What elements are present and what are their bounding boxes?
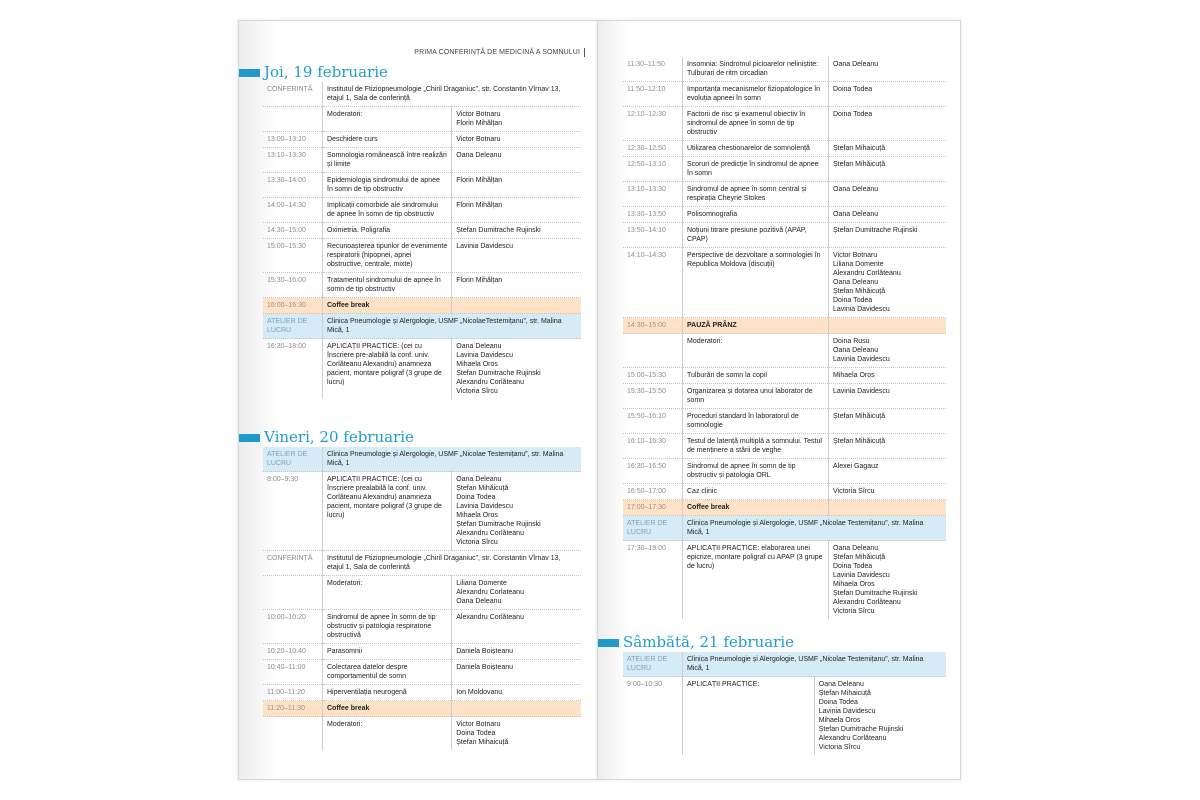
- speaker-name: Victoria Sîrcu: [456, 388, 498, 395]
- session-title: Implicații comorbide ale sindromului de apnee în somn de tip obstructiv: [323, 198, 452, 223]
- speaker-name: Ștefan Mihăicuță: [833, 288, 886, 295]
- speakers-cell: [452, 273, 581, 298]
- speaker-name: Oana Deleanu: [833, 61, 879, 68]
- session-time: 12:30–12:50: [623, 141, 683, 157]
- day-section: [239, 62, 597, 399]
- row-label: ATELIER DE LUCRU: [263, 314, 323, 339]
- speakers-cell: [452, 610, 581, 644]
- session-row: [263, 644, 581, 660]
- session-title: Somnologia românească între realizări și limite: [323, 148, 452, 173]
- session-row: [263, 717, 581, 751]
- session-title: Sindromul de apnee în somn de tip obstructiv și patologia ORL: [683, 459, 829, 484]
- speaker-name: Mihaela Oros: [833, 581, 875, 588]
- speakers-cell: [452, 576, 581, 610]
- program-table: [623, 652, 946, 755]
- speakers-cell: [452, 239, 581, 273]
- day-section: [598, 57, 960, 619]
- session-title: Organizarea și dotarea unui laborator de somn: [683, 384, 829, 409]
- session-row: [623, 141, 946, 157]
- session-title: Moderatori:: [323, 107, 452, 132]
- program-table: [623, 57, 946, 619]
- day-marker-bar: [239, 434, 260, 442]
- location-text: Clinica Pneumologie și Alergologie, USMF „Nicolae Testemițanu”, str. Malina Mică, 1: [683, 516, 947, 541]
- session-title: Coffee break: [323, 298, 452, 314]
- speaker-name: Lavinia Davidescu: [456, 243, 514, 250]
- session-title: Coffee break: [323, 701, 452, 717]
- session-title: Epidemiologia sindromului de apnee în somn de tip obstructiv: [323, 173, 452, 198]
- session-time: 15:50–16:10: [623, 409, 683, 434]
- speaker-name: Alexandru Corlăteanu: [456, 530, 524, 537]
- speaker-name: Oana Deleanu: [456, 343, 502, 350]
- speakers-cell: [452, 472, 581, 551]
- speakers-cell: [829, 334, 947, 368]
- session-row: [263, 223, 581, 239]
- speaker-name: Victor Botnaru: [456, 111, 501, 118]
- location-text: Clinica Pneumologie și Alergologie, USMF „NicolaeTestemițanu”, str. Malina Mică, 1: [323, 314, 582, 339]
- speaker-name: Ștefan Mihăicuță: [833, 413, 886, 420]
- session-time: 16:50–17:00: [623, 484, 683, 500]
- session-time: [263, 576, 323, 610]
- session-row: [263, 685, 581, 701]
- speakers-cell: [452, 339, 581, 400]
- session-row: [623, 434, 946, 459]
- session-title: Insomnia: Sindromul picioarelor neliniștite: Tulburari de ritm circadian: [683, 57, 829, 82]
- speaker-name: Victoria Sîrcu: [456, 539, 498, 546]
- speaker-name: Lavinia Davidescu: [833, 306, 890, 313]
- speaker-name: Lavinia Davidescu: [456, 352, 514, 359]
- session-row: [263, 173, 581, 198]
- speaker-name: Doina Rusu: [833, 338, 870, 345]
- session-time: 10:40–11:00: [263, 660, 323, 685]
- session-title: APLICAȚII PRACTICE: elaborarea unei epicrize, montare poligraf cu APAP (3 grupe de lucru): [683, 541, 829, 620]
- session-row: [623, 459, 946, 484]
- speakers-cell: [829, 207, 947, 223]
- speaker-name: Ștefan Dumitrache Rujinski: [456, 521, 541, 528]
- location-text: Clinica Pneumologie și Alergologie, USMF „Nicolae Testemițanu”, str. Malina Mică, 1: [683, 652, 947, 677]
- session-time: 13:50–14:10: [623, 223, 683, 248]
- session-title: Moderatori:: [323, 717, 452, 751]
- speaker-name: Florin Mihălțan: [456, 120, 503, 127]
- day-section: [239, 427, 597, 750]
- speaker-name: Liliana Domente: [456, 580, 507, 587]
- speaker-name: Mihaela Oros: [456, 361, 498, 368]
- program-table: [263, 447, 581, 750]
- session-title: Tulburări de somn la copil: [683, 368, 829, 384]
- session-row: [623, 677, 946, 756]
- speakers-cell: [452, 717, 581, 751]
- speaker-name: Ștefan Dumitrache Rujinski: [818, 726, 904, 733]
- left-page: [238, 20, 598, 780]
- speakers-cell: [452, 298, 581, 314]
- running-head: PRIMA CONFERINȚĂ DE MEDICINĂ A SOMNULUI: [414, 48, 585, 57]
- session-time: 12:50–13:10: [623, 157, 683, 182]
- session-time: 15:30–16:00: [263, 273, 323, 298]
- speaker-name: Ștefan Mihaicuță: [818, 690, 871, 697]
- speaker-name: Alexandru Corlateanu: [456, 589, 524, 596]
- speakers-cell: [829, 500, 947, 516]
- session-title: Sindromul de apnee în somn de tip obstructiv și patologia respiratorie obstructivă: [323, 610, 452, 644]
- session-time: 11:00–11:20: [263, 685, 323, 701]
- session-time: 11:50–12:10: [623, 82, 683, 107]
- session-row: [623, 541, 946, 620]
- session-row: [623, 409, 946, 434]
- session-row: [263, 132, 581, 148]
- session-row: [623, 248, 946, 318]
- speaker-name: Oana Deleanu: [833, 211, 879, 218]
- speaker-name: Alexandru Corlăteanu: [833, 599, 901, 606]
- speakers-cell: [452, 148, 581, 173]
- session-row: [263, 148, 581, 173]
- session-time: 13:10–13:30: [623, 182, 683, 207]
- speaker-name: Lavinia Davidescu: [833, 388, 890, 395]
- session-title: Importanța mecanismelor fiziopatologice în evoluția apneei în somn: [683, 82, 829, 107]
- speaker-name: Oana Deleanu: [456, 476, 502, 483]
- session-time: 14:30–15:00: [263, 223, 323, 239]
- day-heading: [239, 427, 597, 447]
- speakers-cell: [829, 384, 947, 409]
- speaker-name: Doina Todea: [456, 730, 496, 737]
- speaker-name: Ștefan Dumitrache Rujinski: [456, 227, 541, 234]
- speaker-name: Oana Deleanu: [818, 681, 864, 688]
- session-row: [263, 610, 581, 644]
- session-row: [623, 484, 946, 500]
- speaker-name: Victoria Sîrcu: [833, 488, 875, 495]
- break-row: [623, 318, 946, 334]
- session-row: [263, 239, 581, 273]
- session-row: [623, 157, 946, 182]
- session-time: 16:30–18:00: [267, 343, 306, 350]
- speaker-name: Oana Deleanu: [456, 598, 502, 605]
- speaker-name: Ștefan Dumitrache Rujinski: [833, 590, 918, 597]
- break-row: [263, 298, 581, 314]
- session-title: Noțiuni titrare presiune pozitivă (APAP, CPAP): [683, 223, 829, 248]
- day-marker-bar: [598, 639, 619, 647]
- speaker-name: Alexandru Corlăteanu: [456, 379, 524, 386]
- session-time: 13:30–14:00: [263, 173, 323, 198]
- speaker-name: Mihaela Oros: [456, 512, 498, 519]
- session-title: Colectarea datelor despre comportamentul de somn: [323, 660, 452, 685]
- row-label: CONFERINȚĂ: [263, 551, 323, 576]
- speaker-name: Mihaela Oros: [818, 717, 861, 724]
- speaker-name: Doina Todea: [833, 297, 873, 304]
- speakers-cell: [829, 107, 947, 141]
- speaker-name: Florin Mihălțan: [456, 177, 503, 184]
- session-title: Oximetria. Poligrafia: [323, 223, 452, 239]
- session-row: [263, 107, 581, 132]
- speaker-name: Oana Deleanu: [833, 279, 879, 286]
- row-label: CONFERINȚĂ: [263, 82, 323, 107]
- speakers-cell: [829, 141, 947, 157]
- workshop-location-row: [263, 314, 581, 339]
- speaker-name: Victor Botnaru: [456, 136, 501, 143]
- speakers-cell: [829, 409, 947, 434]
- speaker-name: Liliana Domente: [833, 261, 884, 268]
- speaker-name: Ștefan Mihaicuță: [833, 145, 886, 152]
- session-title: Recunoașterea tipurilor de evenimente respiratorii (hipopnei, apnei obstructive, centrale, mixte): [323, 239, 452, 273]
- speaker-name: Lavinia Davidescu: [818, 708, 876, 715]
- speakers-cell: [829, 82, 947, 107]
- speakers-cell: [829, 57, 947, 82]
- speaker-name: Ștefan Dumitrache Rujinski: [833, 227, 918, 234]
- session-row: [623, 57, 946, 82]
- session-title: Parasomnii: [323, 644, 452, 660]
- speaker-name: Florin Mihălțan: [456, 202, 503, 209]
- session-title: Polisomnografia: [683, 207, 829, 223]
- speaker-name: Ștefan Mihăicuță: [833, 161, 886, 168]
- session-row: [263, 472, 581, 551]
- session-title: APLICAȚII PRACTICE: (cei cu înscriere pre-alabilă la conf. univ. Corlăteanu Alexandru) anamneza pacient, montare poligraf (3 grupe de lucru): [323, 339, 452, 400]
- session-row: [623, 107, 946, 141]
- session-row: [263, 339, 581, 400]
- speaker-name: Lavinia Davidescu: [833, 356, 890, 363]
- speaker-name: Ștefan Mihăicuță: [833, 438, 886, 445]
- speaker-name: Florin Mihălțan: [456, 277, 503, 284]
- workshop-location-row: [263, 447, 581, 472]
- session-row: [623, 384, 946, 409]
- session-time: 15:00–15:30: [263, 239, 323, 273]
- session-time: 16:00–16:30: [263, 298, 323, 314]
- session-time: 13:10–13:30: [263, 148, 323, 173]
- day-title: Joi, 19 februarie: [264, 63, 388, 81]
- speakers-cell: [452, 685, 581, 701]
- session-title: Hiperventilația neurogenă: [323, 685, 452, 701]
- session-time: 11:30–11:50: [623, 57, 683, 82]
- session-time: 15:00–15:30: [623, 368, 683, 384]
- session-title: Proceduri standard în laboratorul de somnologie: [683, 409, 829, 434]
- speaker-name: Mihaela Oros: [833, 372, 875, 379]
- speakers-cell: [452, 132, 581, 148]
- session-row: [263, 660, 581, 685]
- speakers-cell: [829, 318, 947, 334]
- speaker-name: Alexandru Corlăteanu: [833, 270, 901, 277]
- session-time: 13:30–13:50: [623, 207, 683, 223]
- session-row: [623, 223, 946, 248]
- session-time: 14:10–14:30: [623, 248, 683, 318]
- session-row: [623, 207, 946, 223]
- speaker-name: Lavinia Davidescu: [833, 572, 890, 579]
- session-time: 16:10–16:30: [623, 434, 683, 459]
- location-text: Clinica Pneumologie și Alergologie, USMF „Nicolae Testemițanu”, str. Malina Mică, 1: [323, 447, 582, 472]
- speakers-cell: [452, 644, 581, 660]
- speaker-name: Doina Todea: [818, 699, 858, 706]
- speaker-name: Doina Todea: [833, 86, 873, 93]
- speaker-name: Alexandru Corlăteanu: [818, 735, 887, 742]
- speakers-cell: [452, 107, 581, 132]
- session-title: Sindromul de apnee în somn central și respirația Cheyne Stokes: [683, 182, 829, 207]
- speaker-name: Victor Botnaru: [456, 721, 501, 728]
- speaker-name: Oana Deleanu: [833, 186, 879, 193]
- speaker-name: Ștefan Dumitrache Rujinski: [456, 370, 541, 377]
- speakers-cell: [829, 459, 947, 484]
- session-time: 13:00–13:10: [263, 132, 323, 148]
- speaker-name: Alexandru Corlăteanu: [456, 614, 524, 621]
- speaker-name: Alexei Gagauz: [833, 463, 879, 470]
- speaker-name: Doina Todea: [833, 111, 873, 118]
- speaker-name: Oana Deleanu: [833, 347, 879, 354]
- session-title: Moderatori:: [683, 334, 829, 368]
- day-section: [598, 632, 960, 755]
- speaker-name: Daniela Boișteanu: [456, 664, 514, 671]
- session-title: Utilizarea chestionarelor de somnolență: [683, 141, 829, 157]
- speaker-name: Ion Moldovanu: [456, 689, 503, 696]
- break-row: [263, 701, 581, 717]
- session-time: [623, 334, 683, 368]
- speaker-name: Ștefan Mihăicuță: [833, 554, 886, 561]
- speakers-cell: [829, 182, 947, 207]
- session-time: 9:00–10:30: [627, 681, 663, 688]
- session-time: 10:20–10:40: [263, 644, 323, 660]
- right-page: [597, 20, 961, 780]
- session-title: PAUZĂ PRÂNZ: [683, 318, 829, 334]
- session-title: Caz clinic: [683, 484, 829, 500]
- session-time: [263, 717, 323, 751]
- speakers-cell: [814, 677, 946, 756]
- session-time: 15:30–15:50: [623, 384, 683, 409]
- location-text: Institutul de Ftiziopneumologie „Chiril Draganiuc”, str. Constantin Vîrnav 13, etajul 1, Sala de conferință: [323, 82, 582, 107]
- speaker-name: Victoria Sîrcu: [833, 608, 875, 615]
- day-heading: [598, 632, 960, 652]
- speakers-cell: [452, 198, 581, 223]
- session-time: 17:00–17:30: [623, 500, 683, 516]
- day-heading: [239, 62, 597, 82]
- session-time: 16:30–16:50: [623, 459, 683, 484]
- speaker-name: Oana Deleanu: [456, 152, 502, 159]
- row-label: ATELIER DE LUCRU: [263, 447, 323, 472]
- session-row: [263, 198, 581, 223]
- session-row: [263, 273, 581, 298]
- day-title: Sâmbătă, 21 februarie: [623, 633, 794, 651]
- workshop-location-row: [623, 516, 946, 541]
- session-row: [623, 182, 946, 207]
- session-title: Perspective de dezvoltare a somnologiei în Republica Moldova (discuții): [683, 248, 829, 318]
- speaker-name: Doina Todea: [456, 494, 496, 501]
- location-text: Institutul de Ftiziopneumologie „Chiril Draganiuc”, str. Constantin Vîrnav 13, etajul 1, Sala de conferință: [323, 551, 582, 576]
- break-row: [623, 500, 946, 516]
- speakers-cell: [452, 660, 581, 685]
- session-time: 14:00–14:30: [263, 198, 323, 223]
- session-title: Moderatori:: [323, 576, 452, 610]
- speaker-name: Oana Deleanu: [833, 545, 879, 552]
- session-time: 17:30–19:00: [627, 545, 666, 552]
- speakers-cell: [829, 484, 947, 500]
- session-time: 14:30–15:00: [623, 318, 683, 334]
- speakers-cell: [452, 173, 581, 198]
- session-time: 10:00–10:20: [263, 610, 323, 644]
- speaker-name: Victor Botnaru: [833, 252, 878, 259]
- speakers-cell: [829, 434, 947, 459]
- speakers-cell: [829, 157, 947, 182]
- speaker-name: Lavinia Davidescu: [456, 503, 514, 510]
- row-label: ATELIER DE LUCRU: [623, 516, 683, 541]
- speaker-name: Ștefan Mihaicuță: [456, 739, 509, 746]
- session-title: Coffee break: [683, 500, 829, 516]
- row-label: ATELIER DE LUCRU: [623, 652, 683, 677]
- session-time: 8:00–9:30: [263, 472, 323, 551]
- conference-location-row: [263, 82, 581, 107]
- session-time: 12:10–12:30: [623, 107, 683, 141]
- session-row: [263, 576, 581, 610]
- day-title: Vineri, 20 februarie: [264, 428, 414, 446]
- session-row: [623, 368, 946, 384]
- speaker-name: Victoria Sîrcu: [818, 744, 861, 751]
- session-title: APLICAȚII PRACTICE: (cei cu înscriere prealabilă la conf. univ. Corlăteanu Alexandru) anamneza pacient, montare poligraf (3 grupe de lucru): [323, 472, 452, 551]
- session-title: Factorii de risc și examenul obiectiv în sindromul de apnee în somn de tip obstructiv: [683, 107, 829, 141]
- session-title: APLICAȚII PRACTICE:: [683, 677, 815, 756]
- speakers-cell: [829, 223, 947, 248]
- session-title: Testul de latență multiplă a somnului. Testul de menținere a stării de veghe: [683, 434, 829, 459]
- session-time: [263, 107, 323, 132]
- speaker-name: Ștefan Mihăicuță: [456, 485, 509, 492]
- day-marker-bar: [239, 69, 260, 77]
- speaker-name: Daniela Boișteanu: [456, 648, 514, 655]
- speakers-cell: [829, 248, 947, 318]
- session-row: [623, 82, 946, 107]
- session-time: 11:20–11:30: [263, 701, 323, 717]
- speakers-cell: [452, 223, 581, 239]
- session-title: Scoruri de predicție în sindromul de apnee în somn: [683, 157, 829, 182]
- speakers-cell: [829, 541, 947, 620]
- speakers-cell: [452, 701, 581, 717]
- session-row: [623, 334, 946, 368]
- speakers-cell: [829, 368, 947, 384]
- speaker-name: Doina Todea: [833, 563, 873, 570]
- conference-location-row: [263, 551, 581, 576]
- session-title: Deschidere curs: [323, 132, 452, 148]
- program-table: [263, 82, 581, 399]
- workshop-location-row: [623, 652, 946, 677]
- session-title: Tratamentul sindromului de apnee în somn de tip obstructiv: [323, 273, 452, 298]
